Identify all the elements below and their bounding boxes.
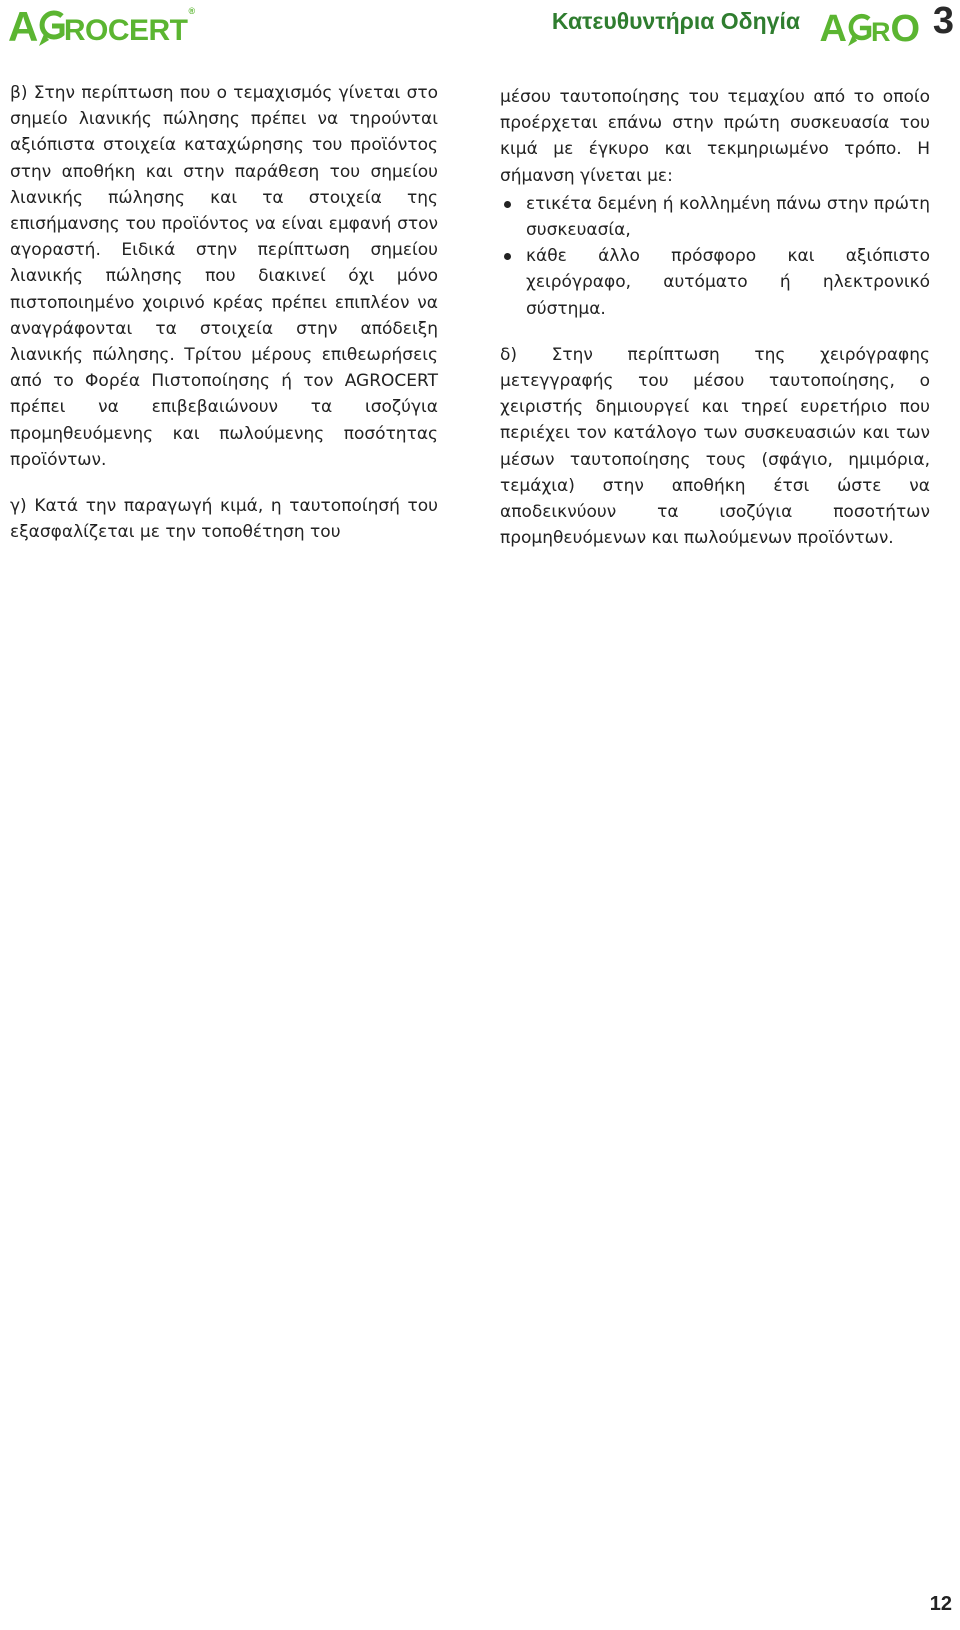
logo-letter-a: A <box>8 3 38 50</box>
list-item-text: ετικέτα δεμένη ή κολλημένη πάνω στην πρώτη συσκευασία, <box>526 193 930 241</box>
list-item <box>500 243 930 322</box>
page-number: 12 <box>929 1593 952 1615</box>
bullet-icon <box>504 253 511 260</box>
paragraph-d: δ) Στην περίπτωση της χειρόγραφης μετεγγραφής του μέσου ταυτοποίησης, ο χειριστής δημιουργεί και τηρεί ευρετήριο που περιέχει τον κατάλογο των συσκευασιών και των μέσων ταυτοποίησης τους (σφάγιο, ημιμόρια, τεμάχια) στην αποθήκη έτσι ώστε να αποδεικνύουν τα ισοζύγια ποσοτήτων προμηθευόμενων και πωλούμενων προϊόντων. <box>500 344 930 549</box>
left-column <box>10 80 438 565</box>
logo-arrow-icon <box>36 4 66 48</box>
guide-title: Κατευθυντήρια Οδηγία <box>551 8 800 34</box>
paragraph-c-continued: μέσου ταυτοποίησης του τεμαχίου από το οποίο προέρχεται επάνω στην πρώτη συσκευασία του κιμά με έγκυρο και τεκμηριωμένο τρόπο. Η σήμανση γίνεται με: <box>500 87 930 186</box>
logo-letter-r: R <box>870 17 891 47</box>
page-header <box>0 0 960 56</box>
right-column <box>500 84 930 571</box>
list-item <box>500 191 930 243</box>
agro-logo <box>819 4 920 48</box>
logo-arrow-icon <box>845 8 873 48</box>
agrocert-logo <box>8 0 195 48</box>
logo-letter-o: O <box>890 8 920 50</box>
list-item-text: κάθε άλλο πρόσφορο και αξιόπιστο χειρόγραφο, αυτόματο ή ηλεκτρονικό σύστημα. <box>526 246 930 319</box>
paragraph-b: β) Στην περίπτωση που ο τεμαχισμός γίνεται στο σημείο λιανικής πώλησης πρέπει να τηρούνται αξιόπιστα στοιχεία καταχώρησης του προϊόντος στην αποθήκη και στην παράθεση του σημείου λιανικής πώλησης και τα στοιχεία της επισήμανσης του προϊόντος να είναι εμφανή στον αγοραστή. Ειδικά στην περίπτωση σημείου λιανικής πώλησης που διακινεί όχι μόνο πιστοποιημένο χοιρινό κρέας πρέπει επιπλέον να αναγράφονται τα στοιχεία στην απόδειξη λιανικής πώλησης. Τρίτου μέρους επιθεωρήσεις από το Φορέα Πιστοποίησης ή τον AGROCERT πρέπει να επιβεβαιώνουν τα ισοζύγια προμηθευόμενης και πωλούμενης ποσότητας προϊόντων. <box>10 83 438 470</box>
guide-number: 3 <box>932 0 954 42</box>
paragraph-c: γ) Κατά την παραγωγή κιμά, η ταυτοποίησή του εξασφαλίζεται με την τοποθέτηση του <box>10 496 438 543</box>
marking-methods-list <box>500 191 930 322</box>
registered-mark: ® <box>188 6 195 16</box>
logo-letters-rocert: ROCERT <box>63 14 188 47</box>
bullet-icon <box>504 201 511 208</box>
logo-letter-a: A <box>819 8 847 50</box>
